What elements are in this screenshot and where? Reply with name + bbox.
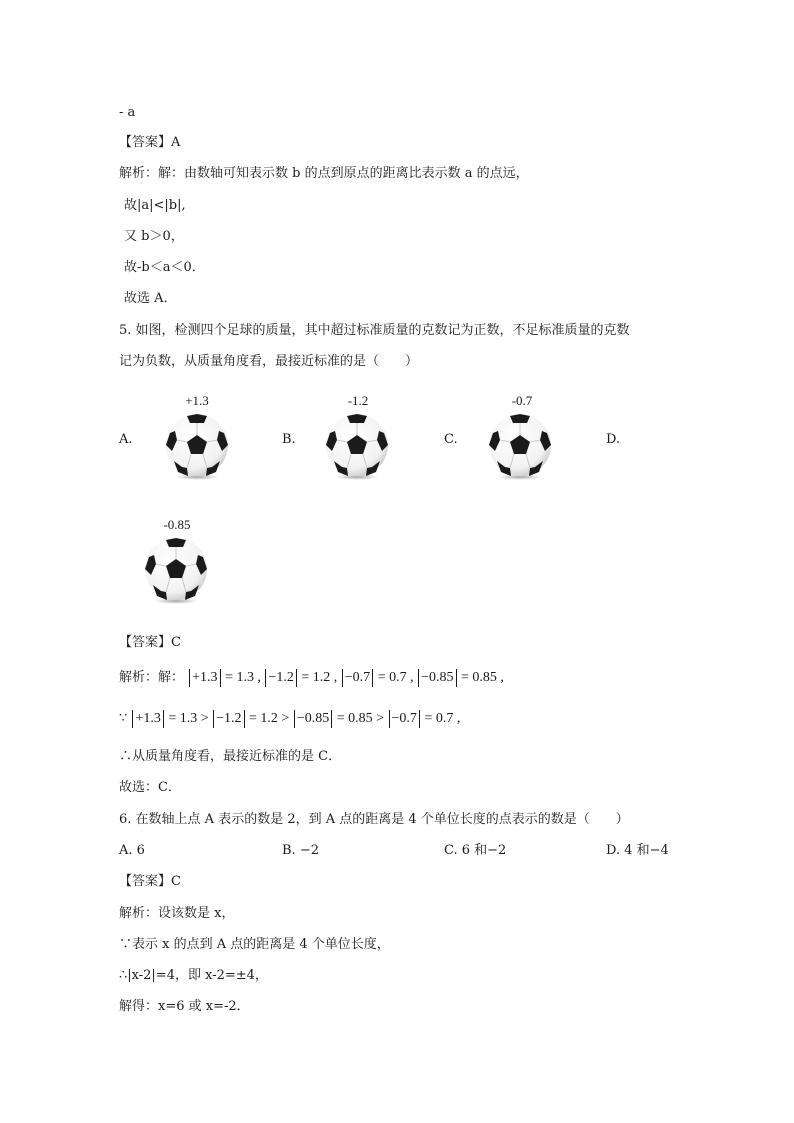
compare-rest: = 0.85 > (336, 711, 385, 726)
abs-value: −0.85 (294, 710, 332, 728)
soccer-ball-icon (141, 535, 211, 605)
compare-rest: = 1.3 > (168, 711, 209, 726)
abs-value: −0.7 (389, 710, 420, 728)
q6-option-a: A. 6 (119, 843, 145, 858)
q5-therefore: ∴从质量角度看，最接近标准的是 C． (119, 749, 342, 764)
q5-analysis-prefix: 解析：解： (119, 670, 185, 685)
compare-rest: = 0.7 , (424, 711, 461, 726)
soccer-ball-icon (485, 411, 555, 481)
q4-step-3: 故-b＜a＜0． (124, 260, 205, 275)
abs-result: = 0.85 , (461, 670, 504, 685)
abs-value: −1.2 (265, 669, 296, 687)
abs-result: = 1.2 , (301, 670, 338, 685)
abs-value: −0.7 (342, 669, 373, 687)
q6-analysis: 解析：设该数是 x， (119, 906, 235, 921)
q5-comparison-line (119, 709, 460, 729)
q5-option-a-value: +1.3 (185, 393, 209, 408)
abs-value: −1.2 (213, 710, 244, 728)
q6-stem: 6. 在数轴上点 A 表示的数是 2，到 A 点的距离是 4 个单位长度的点表示的数是（ ） (119, 812, 629, 827)
q5-option-b-letter: B. (282, 432, 296, 447)
q4-analysis: 解析：解：由数轴可知表示数 b 的点到原点的距离比表示数 a 的点远， (119, 166, 529, 181)
q5-option-b-value: -1.2 (347, 393, 369, 408)
q6-step-1: ∵表示 x 的点到 A 点的距离是 4 个单位长度， (119, 937, 390, 952)
q5-analysis-abs-line (119, 668, 504, 688)
q5-answer: 【答案】C (119, 635, 181, 650)
abs-value: +1.3 (132, 710, 163, 728)
q4-step-4: 故选 A． (124, 291, 177, 306)
q5-option-d-letter: D. (606, 432, 621, 447)
q4-step-2: 又 b＞0， (124, 229, 184, 244)
abs-value: +1.3 (189, 669, 220, 687)
abs-result: = 0.7 , (377, 670, 414, 685)
compare-rest: = 1.2 > (249, 711, 290, 726)
q5-option-a-letter: A. (119, 432, 133, 447)
q6-step-2: ∴|x-2|=4，即 x-2=±4， (119, 968, 268, 983)
soccer-ball-icon (162, 411, 232, 481)
q4-step-1: 故|a|<|b|, (124, 198, 186, 213)
q5-option-c-letter: C. (444, 432, 458, 447)
abs-result: = 1.3 , (225, 670, 261, 685)
soccer-ball-icon (322, 411, 392, 481)
q5-stem-line-1: 5. 如图，检测四个足球的质量，其中超过标准质量的克数记为正数，不足标准质量的克数 (119, 323, 630, 338)
q6-option-c: C. 6 和−2 (444, 843, 507, 858)
q5-option-c-value: -0.7 (511, 393, 533, 408)
because-symbol: ∵ (119, 711, 128, 726)
q6-option-d: D. 4 和−4 (606, 843, 669, 858)
q6-answer: 【答案】C (119, 874, 181, 889)
abs-value: −0.85 (418, 669, 456, 687)
q5-choose: 故选：C． (119, 780, 181, 795)
q5-stem-line-2: 记为负数，从质量角度看，最接近标准的是（ ） (119, 354, 419, 369)
q6-option-b: B. −2 (282, 843, 319, 858)
q4-answer: 【答案】A (119, 135, 181, 150)
q6-step-3: 解得：x=6 或 x=-2． (119, 999, 250, 1014)
previous-option-fragment: - a (119, 105, 136, 120)
q5-option-d-value: -0.85 (163, 517, 191, 532)
